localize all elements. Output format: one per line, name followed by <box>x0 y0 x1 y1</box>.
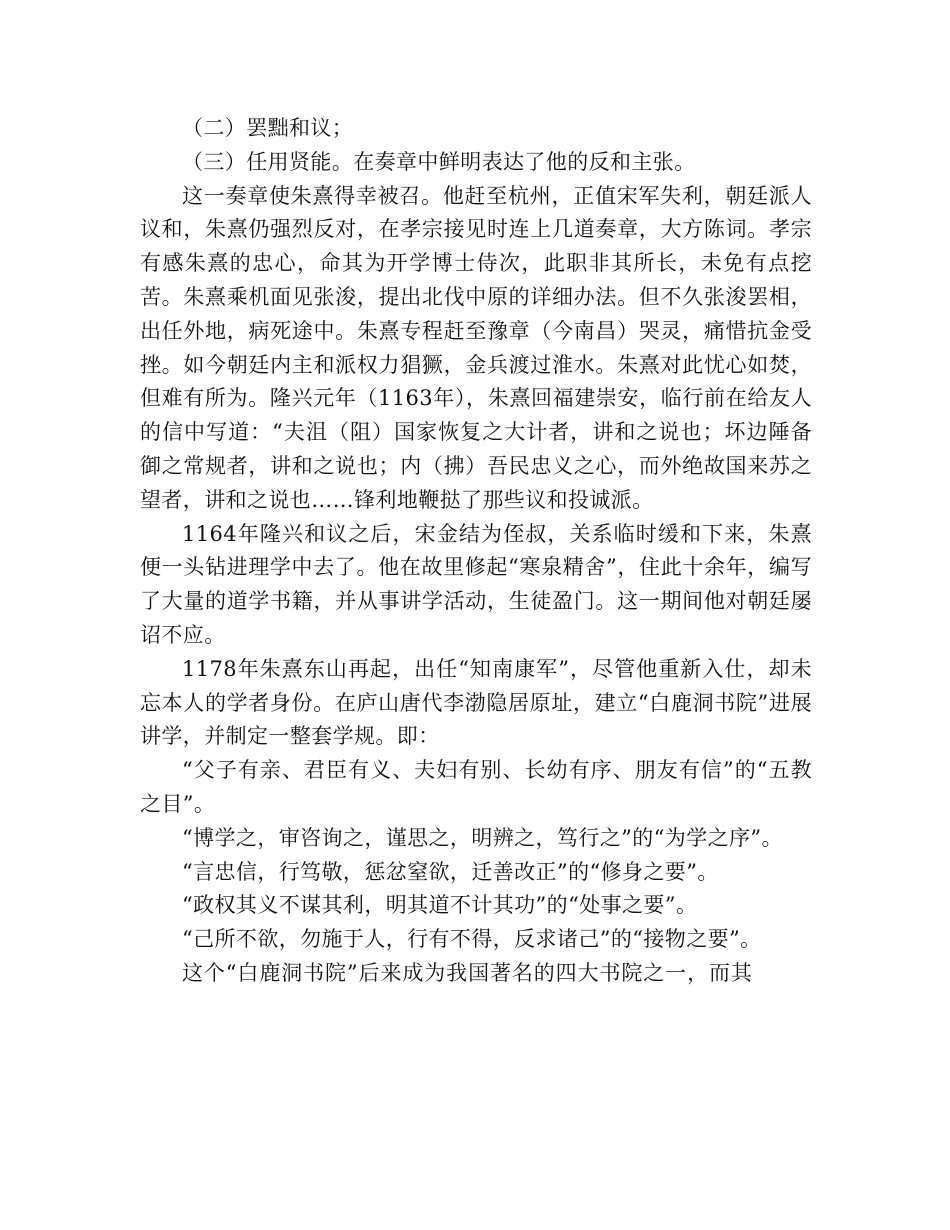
paragraph-3: 这一奏章使朱熹得幸被召。他赶至杭州，正值宋军失利，朝廷派人议和，朱熹仍强烈反对，在孝宗接见时连上几道奏章，大方陈词。孝宗有感朱熹的忠心，命其为开学博士侍次，此职非其所长，未免有点挖苦。朱熹乘机面见张浚，提出北伐中原的详细办法。但不久张浚罢相，出任外地，病死途中。朱熹专程赶至豫章（今南昌）哭灵，痛惜抗金受挫。如今朝廷内主和派权力猖獗，金兵渡过淮水。朱熹对此忧心如焚，但难有所为。隆兴元年（1163年），朱熹回福建崇安，临行前在给友人的信中写道：“夫沮（阻）国家恢复之大计者，讲和之说也；坏边陲备御之常规者，讲和之说也；内（拂）吾民忠义之心，而外绝故国来苏之望者，讲和之说也……锋利地鞭挞了那些议和投诚派。 <box>140 183 812 512</box>
paragraph-8: “言忠信，行笃敬，惩忿窒欲，迁善改正”的“修身之要”。 <box>182 859 719 884</box>
paragraph-11: 这个“白鹿洞书院”后来成为我国著名的四大书院之一，而其 <box>182 960 753 985</box>
paragraph-7: “博学之，审咨询之，谨思之，明辨之，笃行之”的“为学之序”。 <box>182 825 783 850</box>
document-page <box>140 112 812 991</box>
paragraph-9: “政权其义不谋其利，明其道不计其功”的“处事之要”。 <box>182 893 698 918</box>
paragraph-10: “己所不欲，勿施于人，行有不得，反求诸己”的“接物之要”。 <box>182 927 762 952</box>
paragraph-4: 1164年隆兴和议之后，宋金结为侄叔，关系临时缓和下来，朱熹便一头钻进理学中去了。他在故里修起“寒泉精舍”，住此十余年，编写了大量的道学书籍，并从事讲学活动，生徒盈门。这一期间他对朝廷屡诏不应。 <box>140 521 812 647</box>
paragraph-5: 1178年朱熹东山再起，出任“知南康军”，尽管他重新入仕，却未忘本人的学者身份。在庐山唐代李渤隐居原址，建立“白鹿洞书院”进展讲学，并制定一整套学规。即： <box>140 656 812 749</box>
paragraph-2: （三）任用贤能。在奏章中鲜明表达了他的反和主张。 <box>182 149 696 174</box>
paragraph-6: “父子有亲、君臣有义、夫妇有别、长幼有序、朋友有信”的“五教之目”。 <box>140 758 812 816</box>
paragraph-1: （二）罢黜和议； <box>182 116 354 140</box>
